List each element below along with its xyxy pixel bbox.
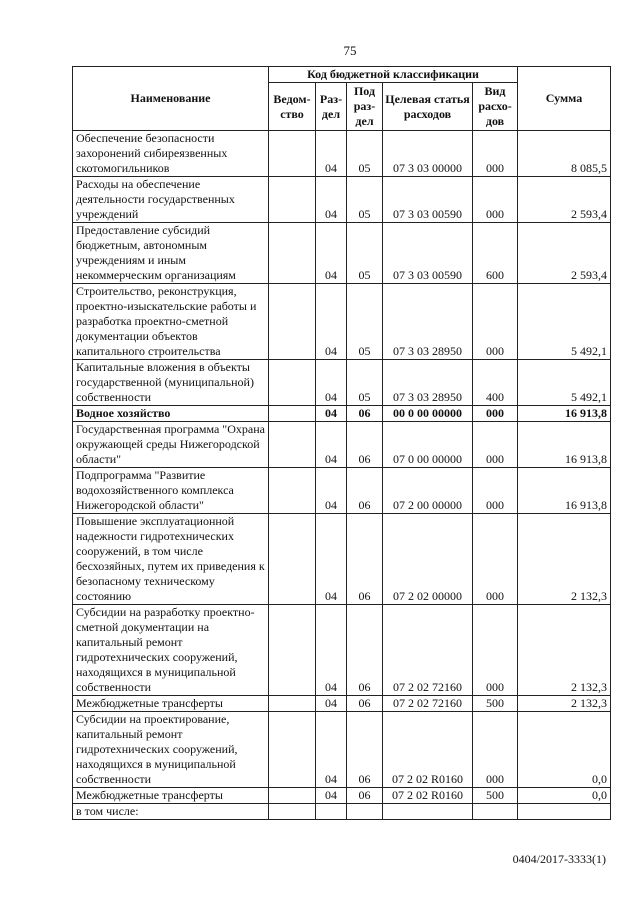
header-vid: Вид расхо-дов	[473, 83, 518, 131]
cell-podrazdel: 06	[347, 788, 383, 804]
table-row	[73, 177, 611, 223]
cell-vedomstvo	[269, 514, 316, 605]
table-row	[73, 696, 611, 712]
cell-sum: 2 132,3	[518, 696, 611, 712]
cell-vid	[473, 804, 518, 820]
cell-vedomstvo	[269, 406, 316, 422]
cell-target: 07 0 00 00000	[383, 422, 473, 468]
cell-target: 07 3 03 00000	[383, 131, 473, 177]
cell-vid: 000	[473, 468, 518, 514]
cell-name: Субсидии на разработку проектно-сметной документации на капитальный ремонт гидротехнических сооружений, находящихся в муниципальной собственности	[73, 605, 269, 696]
cell-sum: 2 593,4	[518, 223, 611, 284]
cell-target: 07 2 02 00000	[383, 514, 473, 605]
cell-razdel: 04	[316, 177, 347, 223]
cell-sum: 5 492,1	[518, 284, 611, 360]
cell-sum: 16 913,8	[518, 406, 611, 422]
cell-vedomstvo	[269, 284, 316, 360]
cell-target	[383, 804, 473, 820]
cell-vid: 000	[473, 514, 518, 605]
cell-name: Строительство, реконструкция, проектно-изыскательские работы и разработка проектно-сметной документации объектов капитального строительства	[73, 284, 269, 360]
cell-razdel: 04	[316, 712, 347, 788]
cell-target: 07 2 02 R0160	[383, 788, 473, 804]
cell-sum: 16 913,8	[518, 422, 611, 468]
cell-podrazdel: 06	[347, 712, 383, 788]
cell-sum: 0,0	[518, 788, 611, 804]
cell-name: Обеспечение безопасности захоронений сибиреязвенных скотомогильников	[73, 131, 269, 177]
cell-target: 07 2 02 R0160	[383, 712, 473, 788]
cell-name: в том числе:	[73, 804, 269, 820]
cell-razdel: 04	[316, 131, 347, 177]
cell-target: 07 2 02 72160	[383, 605, 473, 696]
table-body	[73, 131, 611, 820]
table-row	[73, 360, 611, 406]
cell-razdel: 04	[316, 696, 347, 712]
cell-sum: 0,0	[518, 712, 611, 788]
header-vedomstvo: Ведом-ство	[269, 83, 316, 131]
cell-vedomstvo	[269, 131, 316, 177]
cell-razdel	[316, 804, 347, 820]
cell-sum: 2 132,3	[518, 514, 611, 605]
cell-podrazdel: 05	[347, 223, 383, 284]
cell-sum: 2 593,4	[518, 177, 611, 223]
cell-razdel: 04	[316, 788, 347, 804]
cell-vedomstvo	[269, 804, 316, 820]
cell-vedomstvo	[269, 177, 316, 223]
cell-vedomstvo	[269, 468, 316, 514]
cell-sum: 5 492,1	[518, 360, 611, 406]
cell-vedomstvo	[269, 360, 316, 406]
cell-name: Расходы на обеспечение деятельности государственных учреждений	[73, 177, 269, 223]
cell-razdel: 04	[316, 406, 347, 422]
header-target: Целевая статья расходов	[383, 83, 473, 131]
cell-vid: 000	[473, 177, 518, 223]
table-row	[73, 605, 611, 696]
cell-vid: 000	[473, 605, 518, 696]
cell-vedomstvo	[269, 696, 316, 712]
cell-vid: 400	[473, 360, 518, 406]
cell-podrazdel: 06	[347, 422, 383, 468]
header-code-group: Код бюджетной классификации	[269, 67, 518, 83]
cell-vid: 000	[473, 422, 518, 468]
cell-podrazdel	[347, 804, 383, 820]
header-sum: Сумма	[518, 67, 611, 131]
cell-razdel: 04	[316, 468, 347, 514]
cell-name: Межбюджетные трансферты	[73, 696, 269, 712]
table-row	[73, 468, 611, 514]
header-name: Наименование	[73, 67, 269, 131]
cell-target: 00 0 00 00000	[383, 406, 473, 422]
cell-name: Субсидии на проектирование, капитальный ремонт гидротехнических сооружений, находящихся в муниципальной собственности	[73, 712, 269, 788]
budget-table	[72, 66, 611, 820]
cell-vid: 000	[473, 284, 518, 360]
cell-razdel: 04	[316, 422, 347, 468]
cell-name: Предоставление субсидий бюджетным, автономным учреждениям и иным некоммерческим организациям	[73, 223, 269, 284]
cell-name: Повышение эксплуатационной надежности гидротехнических сооружений, в том числе бесхозяйных, путем их приведения к безопасному техническому состоянию	[73, 514, 269, 605]
cell-vid: 500	[473, 788, 518, 804]
cell-vid: 000	[473, 406, 518, 422]
cell-sum: 16 913,8	[518, 468, 611, 514]
table-row	[73, 223, 611, 284]
cell-podrazdel: 06	[347, 406, 383, 422]
cell-target: 07 2 00 00000	[383, 468, 473, 514]
cell-target: 07 3 03 28950	[383, 284, 473, 360]
cell-vid: 000	[473, 712, 518, 788]
cell-podrazdel: 05	[347, 284, 383, 360]
cell-podrazdel: 06	[347, 605, 383, 696]
cell-podrazdel: 06	[347, 468, 383, 514]
cell-razdel: 04	[316, 360, 347, 406]
table-row	[73, 788, 611, 804]
cell-name: Подпрограмма "Развитие водохозяйственного комплекса Нижегородской области"	[73, 468, 269, 514]
cell-name: Межбюджетные трансферты	[73, 788, 269, 804]
cell-vid: 500	[473, 696, 518, 712]
cell-podrazdel: 05	[347, 131, 383, 177]
table-row	[73, 804, 611, 820]
cell-razdel: 04	[316, 223, 347, 284]
cell-target: 07 3 03 28950	[383, 360, 473, 406]
cell-vedomstvo	[269, 605, 316, 696]
table-row	[73, 514, 611, 605]
cell-name: Государственная программа "Охрана окружающей среды Нижегородской области"	[73, 422, 269, 468]
cell-vedomstvo	[269, 712, 316, 788]
cell-sum: 8 085,5	[518, 131, 611, 177]
cell-razdel: 04	[316, 284, 347, 360]
cell-target: 07 3 03 00590	[383, 177, 473, 223]
cell-vid: 000	[473, 131, 518, 177]
cell-vid: 600	[473, 223, 518, 284]
cell-razdel: 04	[316, 514, 347, 605]
page-number: 75	[343, 43, 357, 58]
cell-target: 07 3 03 00590	[383, 223, 473, 284]
cell-vedomstvo	[269, 223, 316, 284]
cell-sum	[518, 804, 611, 820]
cell-target: 07 2 02 72160	[383, 696, 473, 712]
cell-name: Капитальные вложения в объекты государственной (муниципальной) собственности	[73, 360, 269, 406]
cell-vedomstvo	[269, 788, 316, 804]
cell-podrazdel: 05	[347, 177, 383, 223]
cell-podrazdel: 06	[347, 514, 383, 605]
cell-vedomstvo	[269, 422, 316, 468]
table-row	[73, 284, 611, 360]
cell-razdel: 04	[316, 605, 347, 696]
cell-podrazdel: 06	[347, 696, 383, 712]
table-row	[73, 131, 611, 177]
cell-podrazdel: 05	[347, 360, 383, 406]
cell-sum: 2 132,3	[518, 605, 611, 696]
table-row	[73, 422, 611, 468]
header-razdel: Раз-дел	[316, 83, 347, 131]
table-row	[73, 712, 611, 788]
document-code: 0404/2017-3333(1)	[512, 852, 606, 866]
header-podrazdel: Под раз-дел	[347, 83, 383, 131]
cell-name: Водное хозяйство	[73, 406, 269, 422]
table-row	[73, 406, 611, 422]
